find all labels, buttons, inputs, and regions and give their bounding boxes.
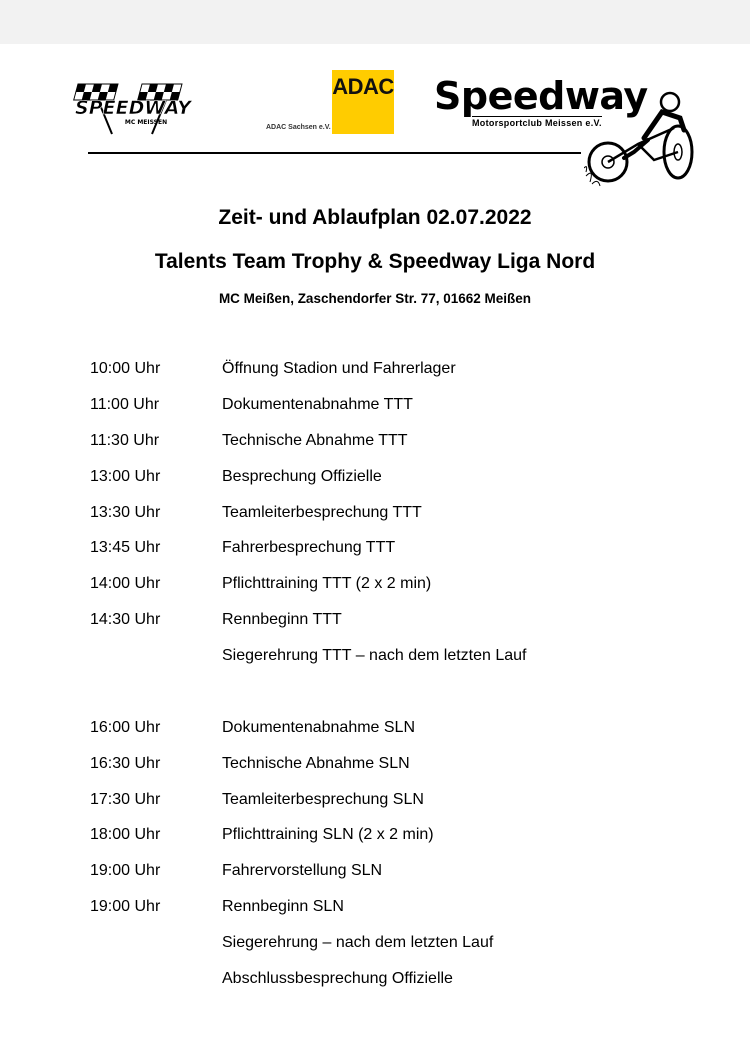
schedule-description: Siegerehrung TTT – nach dem letzten Lauf: [222, 647, 527, 664]
schedule-description: Siegerehrung – nach dem letzten Lauf: [222, 934, 494, 951]
schedule-description: Dokumentenabnahme TTT: [222, 396, 413, 413]
mc-logo-subtext: MC MEISSEN: [124, 119, 168, 126]
schedule-time: 16:30 Uhr: [90, 755, 161, 772]
schedule-description: Abschlussbesprechung Offizielle: [222, 970, 453, 987]
schedule-time: 19:00 Uhr: [90, 862, 161, 879]
schedule-time: 14:30 Uhr: [90, 611, 161, 628]
adac-logo: [262, 68, 394, 136]
schedule-description: Technische Abnahme SLN: [222, 755, 410, 772]
event-title: Talents Team Trophy & Speedway Liga Nord: [154, 250, 596, 273]
schedule-description: Teamleiterbesprechung TTT: [222, 504, 422, 521]
schedule-time: 18:00 Uhr: [90, 826, 161, 843]
schedule-description: Rennbeginn TTT: [222, 611, 342, 628]
schedule-description: Fahrerbesprechung TTT: [222, 539, 396, 556]
schedule-description: Pflichttraining SLN (2 x 2 min): [222, 826, 434, 843]
header-divider: [88, 152, 581, 154]
adac-logo-subtext: ADAC Sachsen e.V.: [266, 124, 331, 131]
mc-meissen-logo: [68, 78, 198, 138]
location-line: MC Meißen, Zaschendorfer Str. 77, 01662 Meißen: [218, 291, 532, 306]
page-title: Zeit- und Ablaufplan 02.07.2022: [218, 206, 532, 229]
schedule-time: 17:30 Uhr: [90, 791, 161, 808]
schedule-time: 13:45 Uhr: [90, 539, 161, 556]
schedule-description: Öffnung Stadion und Fahrerlager: [222, 360, 456, 377]
schedule-description: Fahrervorstellung SLN: [222, 862, 383, 879]
adac-yellow-box: [332, 70, 394, 134]
schedule-time: 11:30 Uhr: [90, 432, 160, 449]
schedule-time: 16:00 Uhr: [90, 719, 161, 736]
schedule-description: Rennbeginn SLN: [222, 898, 344, 915]
schedule-time: 11:00 Uhr: [90, 396, 160, 413]
schedule-description: Technische Abnahme TTT: [222, 432, 408, 449]
adac-logo-text: ADAC: [332, 74, 394, 99]
schedule-time: 14:00 Uhr: [90, 575, 161, 592]
schedule-time: 10:00 Uhr: [90, 360, 161, 377]
schedule-time: 13:30 Uhr: [90, 504, 161, 521]
schedule-description: Pflichttraining TTT (2 x 2 min): [222, 575, 432, 592]
speedway-logo-subtext: Motorsportclub Meissen e.V.: [472, 118, 602, 128]
mc-logo-text: SPEEDWAY: [75, 97, 191, 119]
speedway-rider-icon: [584, 88, 710, 188]
checkered-flag-icon: [68, 78, 198, 138]
schedule-description: Besprechung Offizielle: [222, 468, 382, 485]
schedule-time: 13:00 Uhr: [90, 468, 161, 485]
schedule-description: Teamleiterbesprechung SLN: [222, 791, 424, 808]
speedway-msc-logo: [434, 74, 710, 189]
speedway-logo-text: Speedway: [434, 74, 648, 118]
schedule-description: Dokumentenabnahme SLN: [222, 719, 416, 736]
document-page: [0, 44, 750, 1060]
schedule-time: 19:00 Uhr: [90, 898, 161, 915]
